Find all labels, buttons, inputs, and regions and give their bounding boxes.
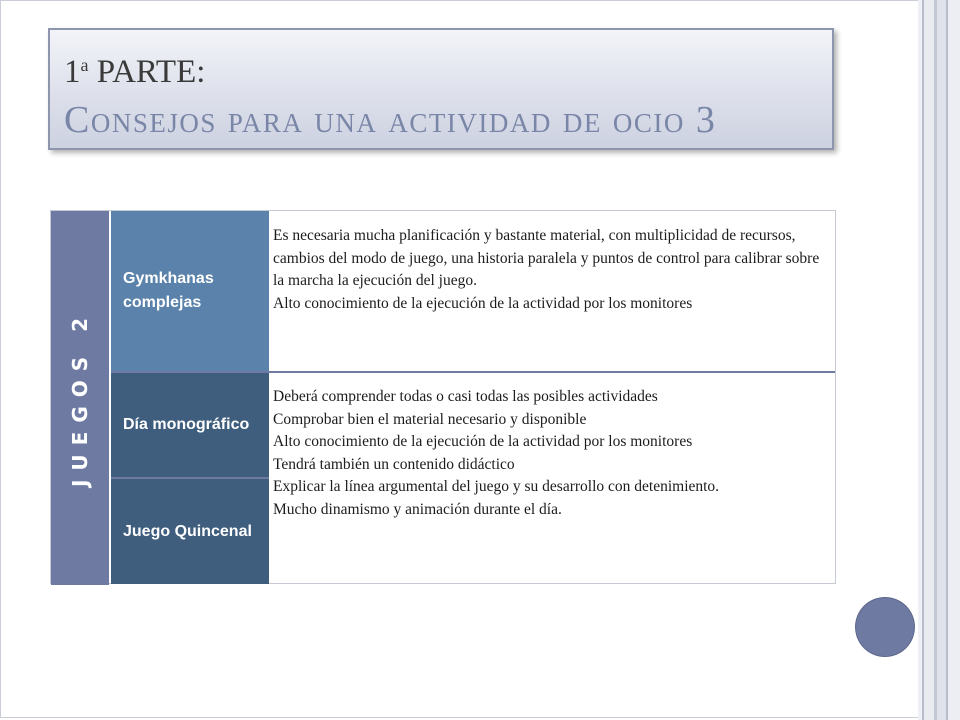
description-dia-quincenal [273, 386, 833, 521]
row-divider [111, 371, 835, 373]
category-label: Gymkhanas complejas [123, 270, 214, 311]
description-line: Mucho dinamismo y animación durante el día. [273, 500, 562, 518]
decorative-circle [856, 598, 914, 656]
category-gymkhanas [111, 211, 269, 371]
description-line: Alto conocimiento de la ejecución de la actividad por los monitores [273, 294, 693, 312]
title-part [64, 52, 205, 92]
description-gymkhanas [273, 225, 833, 315]
part-ordinal: a [80, 55, 89, 75]
games-table [50, 210, 836, 584]
part-number: 1 [64, 54, 81, 90]
description-line: Comprobar bien el material necesario y disponible [273, 410, 587, 428]
part-label: PARTE: [88, 54, 206, 90]
title-subtitle: Consejos para una actividad de ocio 3 [64, 99, 717, 141]
description-line: Es necesaria mucha planificación y bastante material, con multiplicidad de recursos, cambios del modo de juego, una historia paralela y puntos de control para calibrar sobre la marcha la ejecución del juego. [273, 227, 820, 289]
decorative-side-stripes [918, 0, 960, 720]
description-line: Explicar la línea argumental del juego y su desarrollo con detenimiento. [273, 478, 720, 495]
description-line: Alto conocimiento de la ejecución de la actividad por los monitores [273, 433, 693, 450]
category-juego-quincenal [111, 479, 269, 584]
title-box [48, 28, 834, 150]
category-label: Día monográfico [123, 416, 250, 433]
category-dia-monografico [111, 373, 269, 477]
side-label-text: JUEGOS 2 [68, 308, 92, 488]
row-divider [111, 477, 269, 479]
description-line: Deberá comprender todas o casi todas las posibles actividades [273, 388, 658, 405]
description-line: Tendrá también un contenido didáctico [273, 455, 515, 473]
side-label-juegos [51, 211, 109, 585]
category-label: Juego Quincenal [123, 522, 252, 540]
